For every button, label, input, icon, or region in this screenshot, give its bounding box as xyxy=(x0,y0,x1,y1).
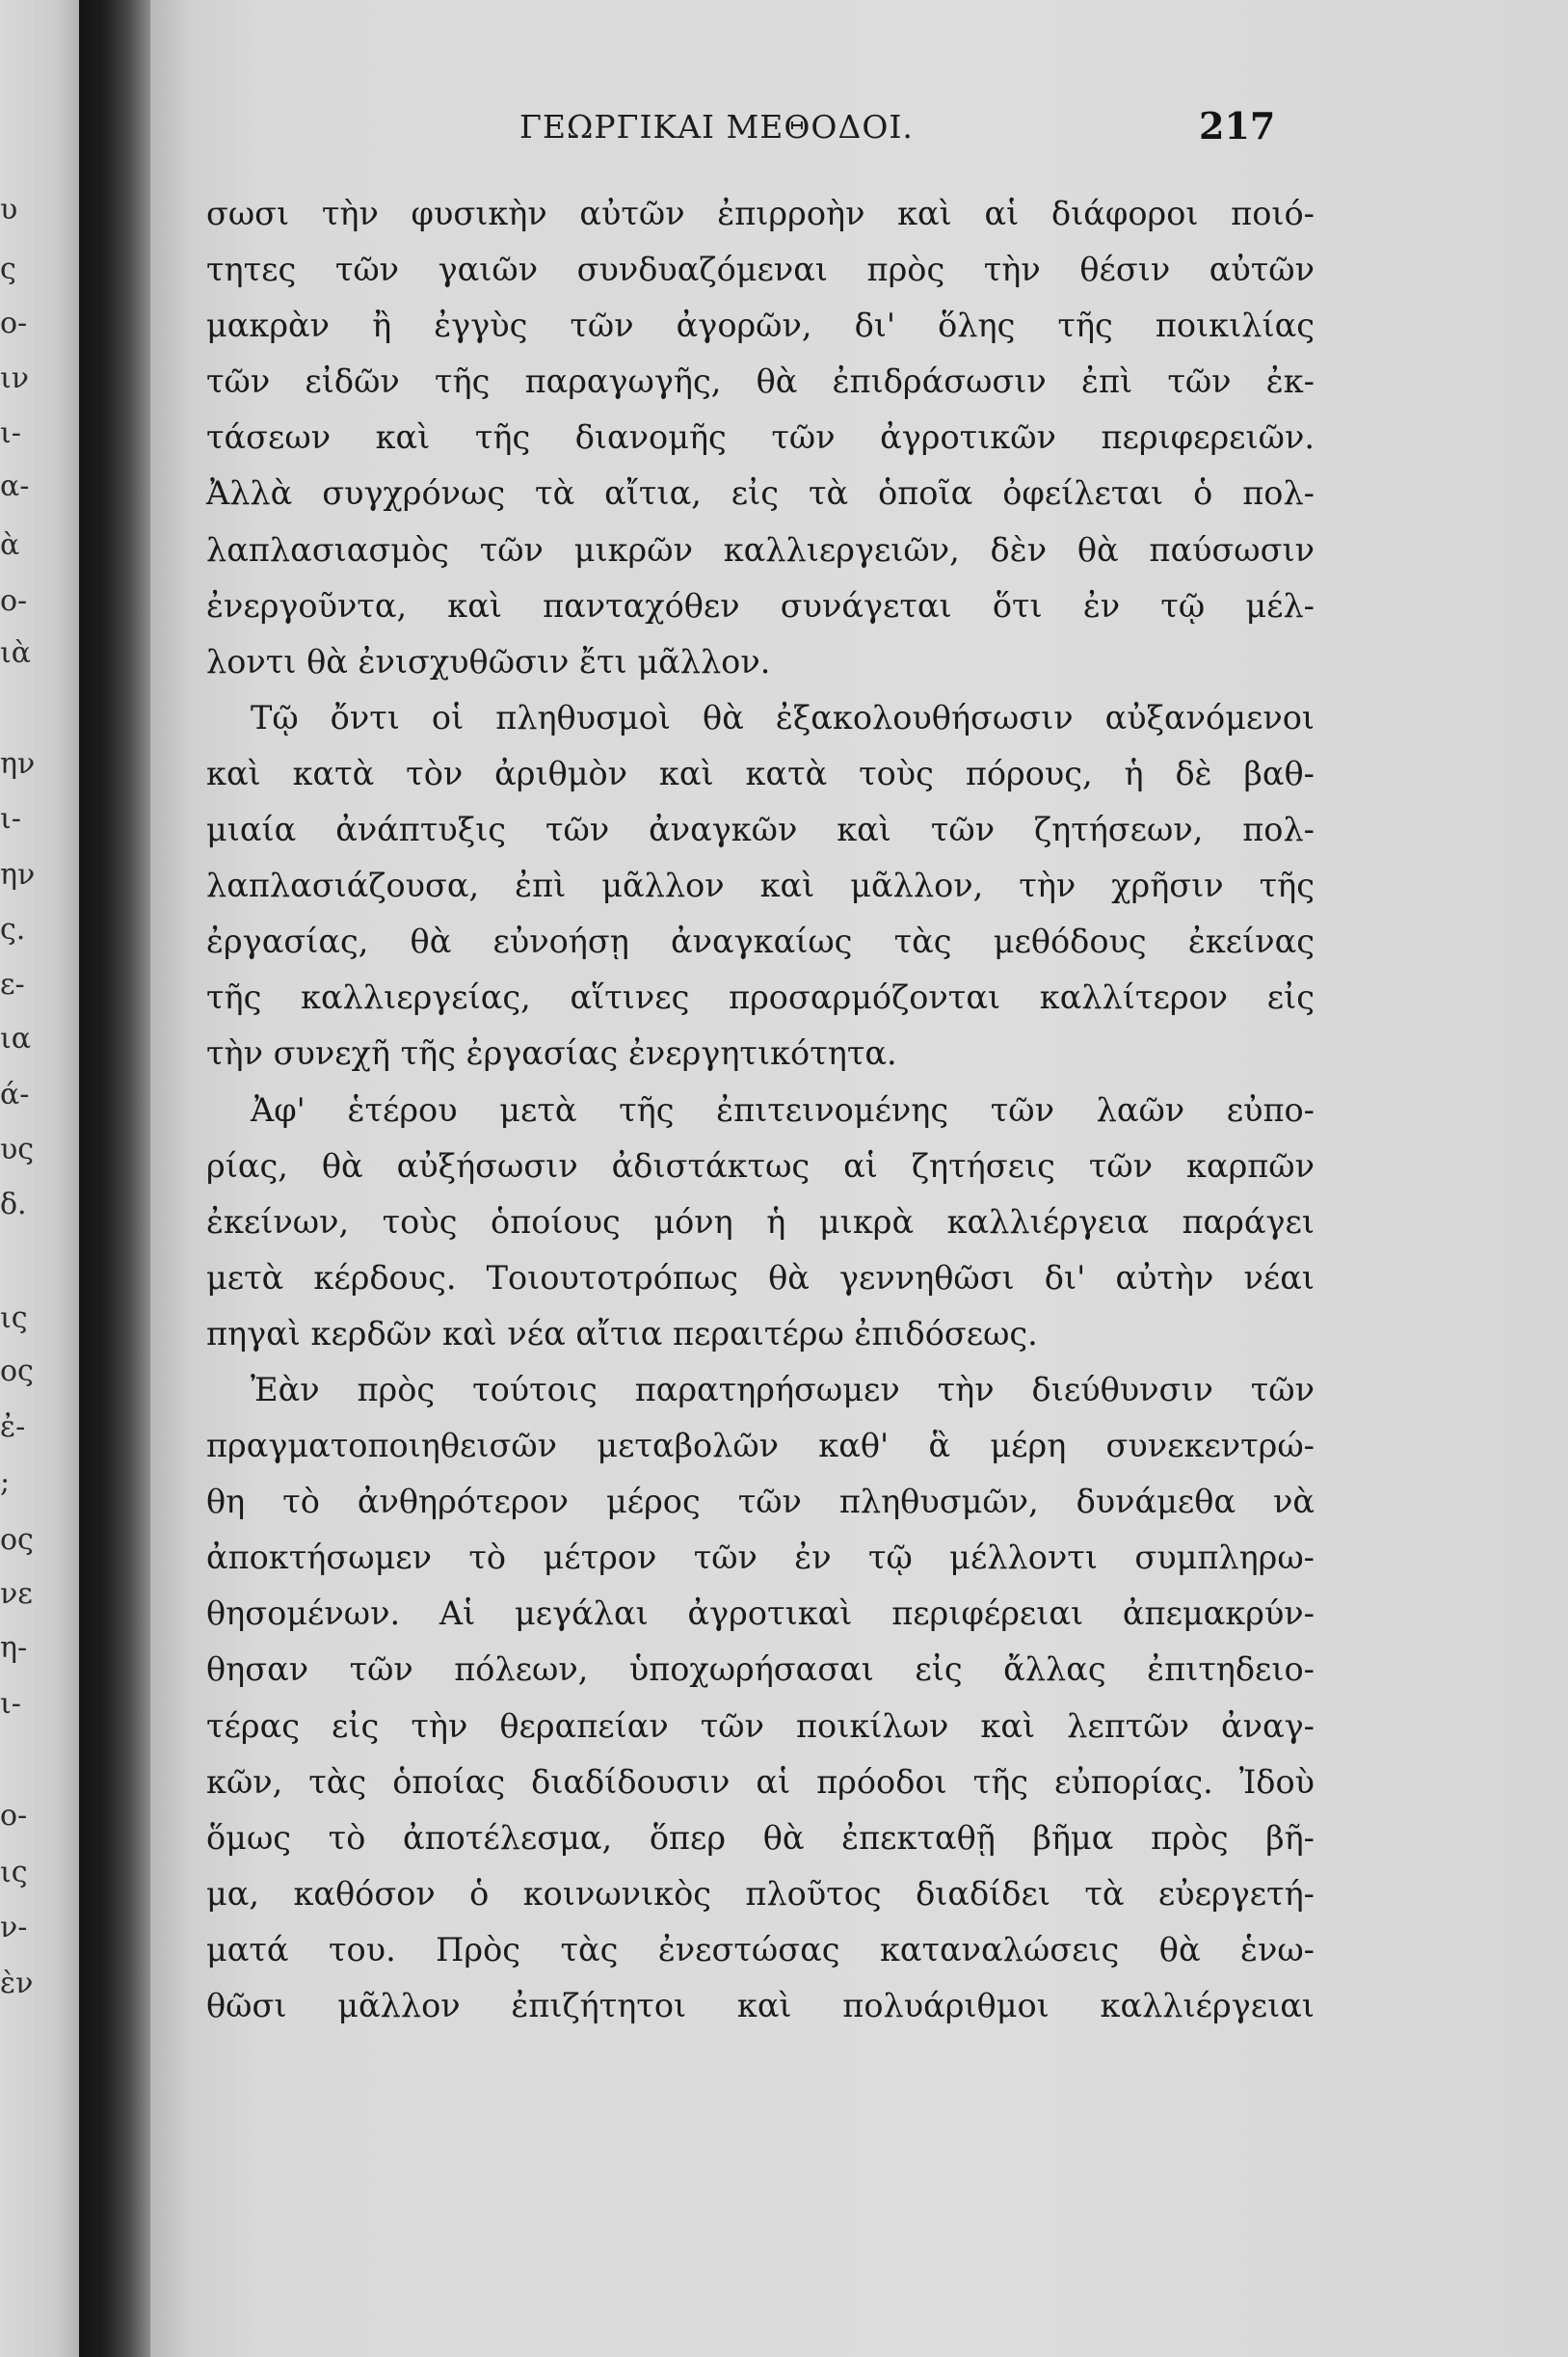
facing-page-fragment: ην xyxy=(0,747,36,781)
text-line: μετὰ κέρδους. Τοιουτοτρόπως θὰ γεννηθῶσι δι' αὐτὴν νέαι xyxy=(206,1258,1315,1297)
facing-page-fragment: ιν xyxy=(0,362,29,395)
text-line: μα, καθόσον ὁ κοινωνικὸς πλοῦτος διαδίδει τὰ εὐεργετή- xyxy=(206,1874,1315,1913)
facing-page-fragment: ος xyxy=(0,1523,34,1557)
text-line: θῶσι μᾶλλον ἐπιζήτητοι καὶ πολυάριθμοι καλλιέργειαι xyxy=(206,1987,1315,2024)
text-line: τῶν εἰδῶν τῆς παραγωγῆς, θὰ ἐπιδράσωσιν ἐπὶ τῶν ἐκ- xyxy=(206,362,1315,401)
text-line: ὅμως τὸ ἀποτέλεσμα, ὅπερ θὰ ἐπεκταθῇ βῆμα πρὸς βῆ- xyxy=(206,1818,1315,1857)
facing-page-fragment: ια xyxy=(0,1022,32,1056)
text-line: ρίας, θὰ αὐξήσωσιν ἀδιστάκτως αἱ ζητήσεις τῶν καρπῶν xyxy=(206,1146,1315,1185)
facing-page-fragment: ις xyxy=(0,1301,28,1335)
facing-page-fragment: ις xyxy=(0,1856,28,1889)
facing-page-fragment: υς xyxy=(0,1133,35,1166)
book-page xyxy=(150,0,1568,2357)
text-line: θησομένων. Αἱ μεγάλαι ἀγροτικαὶ περιφέρειαι ἀπεμακρύν- xyxy=(206,1594,1315,1633)
facing-page-fragment: ο- xyxy=(0,1799,28,1833)
text-line: μακρὰν ἢ ἐγγὺς τῶν ἀγορῶν, δι' ὅλης τῆς ποικιλίας xyxy=(206,307,1315,345)
text-line: Ἀφ' ἑτέρου μετὰ τῆς ἐπιτεινομένης τῶν λαῶν εὐπο- xyxy=(251,1090,1315,1129)
text-line: ἐκείνων, τοὺς ὁποίους μόνη ἡ μικρὰ καλλιέργεια παράγει xyxy=(206,1202,1315,1241)
text-line: μιαία ἀνάπτυξις τῶν ἀναγκῶν καὶ τῶν ζητήσεων, πολ- xyxy=(206,811,1315,849)
text-line: πηγαὶ κερδῶν καὶ νέα αἴτια περαιτέρω ἐπιδόσεως. xyxy=(206,1314,1038,1353)
running-head-title: ΓΕΩΡΓΙΚΑΙ ΜΕΘΟΔΟΙ. xyxy=(519,108,914,146)
facing-page-fragment: ν- xyxy=(0,1911,28,1944)
facing-page-fragment: ι- xyxy=(0,802,21,836)
text-line: ἐργασίας, θὰ εὐνοήσῃ ἀναγκαίως τὰς μεθόδους ἐκείνας xyxy=(206,923,1315,961)
facing-page-fragment: ι- xyxy=(0,416,21,450)
text-line: τέρας εἰς τὴν θεραπείαν τῶν ποικίλων καὶ λεπτῶν ἀναγ- xyxy=(206,1706,1315,1745)
running-head xyxy=(150,104,1568,158)
facing-page-fragment: ς xyxy=(0,253,16,286)
text-line: τητες τῶν γαιῶν συνδυαζόμεναι πρὸς τὴν θέσιν αὐτῶν xyxy=(206,251,1315,289)
text-line: ἐνεργοῦντα, καὶ πανταχόθεν συνάγεται ὅτι ἐν τῷ μέλ- xyxy=(206,586,1315,625)
facing-page-fragment: ο- xyxy=(0,307,28,340)
text-line: ματά του. Πρὸς τὰς ἐνεστώσας καταναλώσεις θὰ ἑνω- xyxy=(206,1930,1315,1969)
facing-page-fragment: ά- xyxy=(0,1078,30,1112)
facing-page-fragment: ὰ xyxy=(0,528,20,562)
text-line: ἀποκτήσωμεν τὸ μέτρον τῶν ἐν τῷ μέλλοντι συμπληρω- xyxy=(206,1539,1315,1577)
facing-page-fragment: ε- xyxy=(0,968,25,1002)
facing-page-fragment: ; xyxy=(0,1465,11,1499)
facing-page-fragment: ο- xyxy=(0,584,28,618)
text-line: καὶ κατὰ τὸν ἀριθμὸν καὶ κατὰ τοὺς πόρους, ἡ δὲ βαθ- xyxy=(206,754,1315,792)
page-number: 217 xyxy=(1199,104,1276,147)
facing-page-fragment: ην xyxy=(0,858,36,892)
text-line: τὴν συνεχῆ τῆς ἐργασίας ἐνεργητικότητα. xyxy=(206,1034,897,1073)
text-line: σωσι τὴν φυσικὴν αὐτῶν ἐπιρροὴν καὶ αἱ διάφοροι ποιό- xyxy=(206,195,1315,232)
facing-page-fragment: η- xyxy=(0,1631,28,1665)
text-line: τῆς καλλιεργείας, αἵτινες προσαρμόζονται καλλίτερον εἰς xyxy=(206,978,1315,1017)
text-line: λοντι θὰ ἐνισχυθῶσιν ἔτι μᾶλλον. xyxy=(206,642,771,681)
facing-page-fragment: νε xyxy=(0,1577,33,1611)
facing-page-fragment: ιὰ xyxy=(0,636,32,670)
facing-page-fragment: ἐ- xyxy=(0,1410,26,1444)
facing-page-fragment: υ xyxy=(0,193,18,227)
facing-page-fragment: ὲν xyxy=(0,1967,34,2000)
text-line: Ἀλλὰ συγχρόνως τὰ αἴτια, εἰς τὰ ὁποῖα ὀφείλεται ὁ πολ- xyxy=(206,474,1315,513)
text-line: θη τὸ ἀνθηρότερον μέρος τῶν πληθυσμῶν, δυνάμεθα νὰ xyxy=(206,1483,1315,1521)
text-line: θησαν τῶν πόλεων, ὑποχωρήσασαι εἰς ἄλλας ἐπιτηδειο- xyxy=(206,1650,1315,1689)
facing-page-fragment: ι- xyxy=(0,1687,21,1721)
book-gutter-shadow xyxy=(79,0,150,2357)
facing-page-edge xyxy=(0,0,79,2357)
text-line: κῶν, τὰς ὁποίας διαδίδουσιν αἱ πρόοδοι τῆς εὐπορίας. Ἰδοὺ xyxy=(206,1762,1315,1801)
text-line: πραγματοποιηθεισῶν μεταβολῶν καθ' ἃ μέρη συνεκεντρώ- xyxy=(206,1427,1315,1465)
text-line: Ἐὰν πρὸς τούτοις παρατηρήσωμεν τὴν διεύθυνσιν τῶν xyxy=(251,1370,1315,1408)
facing-page-fragment: α- xyxy=(0,469,30,503)
facing-page-fragment: ς. xyxy=(0,913,26,947)
body-text xyxy=(206,186,1315,2034)
text-line: τάσεων καὶ τῆς διανομῆς τῶν ἀγροτικῶν περιφερειῶν. xyxy=(206,418,1315,457)
facing-page-fragment: ος xyxy=(0,1354,34,1388)
text-line: λαπλασιάζουσα, ἐπὶ μᾶλλον καὶ μᾶλλον, τὴν χρῆσιν τῆς xyxy=(206,867,1315,905)
text-line: λαπλασιασμὸς τῶν μικρῶν καλλιεργειῶν, δὲν θὰ παύσωσιν xyxy=(206,530,1315,569)
facing-page-fragment: δ. xyxy=(0,1188,27,1221)
text-line: Τῷ ὄντι οἱ πληθυσμοὶ θὰ ἐξακολουθήσωσιν αὐξανόμενοι xyxy=(251,698,1315,737)
